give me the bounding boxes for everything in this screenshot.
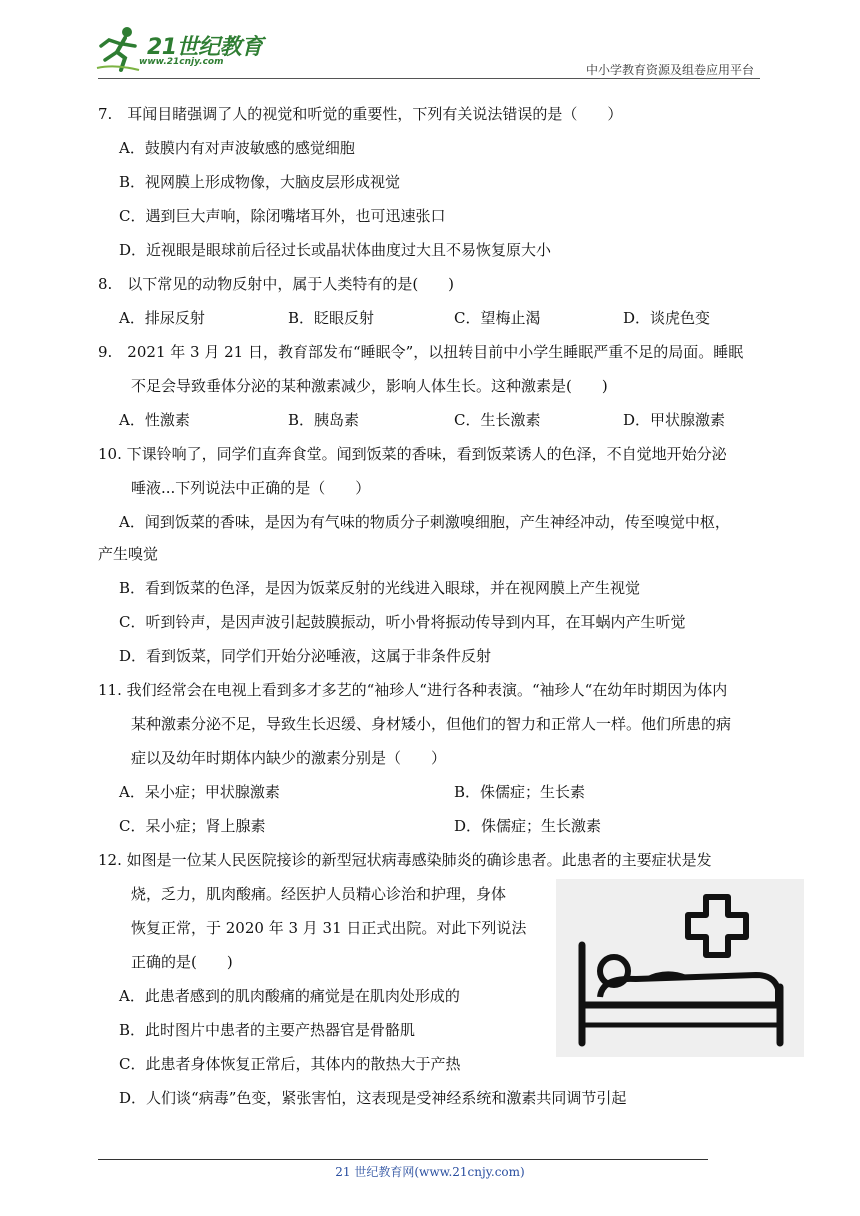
- question-10-option-a: A．闻到饭菜的香味，是因为有气味的物质分子刺激嗅细胞，产生神经冲动，传至嗅觉中枢，: [119, 513, 730, 531]
- question-10-option-c: C．听到铃声，是因声波引起鼓膜振动，听小骨将振动传导到内耳，在耳蜗内产生听觉: [119, 613, 686, 631]
- question-10-option-d: D．看到饭菜，同学们开始分泌唾液，这属于非条件反射: [119, 647, 492, 665]
- question-7-option-c: C．遇到巨大声响，除闭嘴堵耳外，也可迅速张口: [119, 207, 446, 225]
- logo-url: www.21cnjy.com: [139, 57, 224, 67]
- question-11-stem-line-3: 症以及幼年时期体内缺少的激素分别是（ ）: [131, 749, 447, 767]
- question-11-option-b: B．侏儒症；生长素: [454, 783, 586, 801]
- question-7-option-b: B．视网膜上形成物像，大脑皮层形成视觉: [119, 173, 401, 191]
- site-logo[interactable]: [95, 24, 265, 76]
- question-8-option-b: B．眨眼反射: [288, 309, 375, 327]
- patient-in-bed-figure: [556, 879, 804, 1057]
- question-9-stem-line-1: 9. 2021 年 3 月 21 日，教育部发布“睡眠令”，以扭转目前中小学生睡眠严重不足的局面。睡眠: [98, 343, 744, 361]
- question-8-option-c: C．望梅止渴: [454, 309, 541, 327]
- question-12-stem-line-3: 恢复正常，于 2020 年 3 月 31 日正式出院。对此下列说法: [131, 919, 527, 937]
- question-11-option-c: C．呆小症；肾上腺素: [119, 817, 266, 835]
- question-12-option-d: D．人们谈“病毒”色变，紧张害怕，这表现是受神经系统和激素共同调节引起: [119, 1089, 627, 1107]
- question-10-option-b: B．看到饭菜的色泽，是因为饭菜反射的光线进入眼球，并在视网膜上产生视觉: [119, 579, 641, 597]
- footer-site-link[interactable]: 21 世纪教育网(www.21cnjy.com): [335, 1165, 525, 1179]
- question-11-option-d: D．侏儒症；生长激素: [454, 817, 602, 835]
- question-10-stem-line-2: 唾液...下列说法中正确的是（ ）: [131, 479, 371, 497]
- question-12-stem-line-4: 正确的是( ): [131, 953, 233, 971]
- question-9-option-c: C．生长激素: [454, 411, 541, 429]
- logo-text: 21世纪教育: [147, 35, 263, 60]
- question-9-stem-line-2: 不足会导致垂体分泌的某种激素减少，影响人体生长。这种激素是( ): [131, 377, 608, 395]
- hospital-bed-icon: [556, 879, 804, 1057]
- question-7-option-d: D．近视眼是眼球前后径过长或晶状体曲度过大且不易恢复原大小: [119, 241, 552, 259]
- question-7-stem: 7. 耳闻目睹强调了人的视觉和听觉的重要性，下列有关说法错误的是（ ）: [98, 105, 623, 123]
- question-12-stem-line-1: 12. 如图是一位某人民医院接诊的新型冠状病毒感染肺炎的确诊患者。此患者的主要症状是发: [98, 851, 712, 869]
- question-8-option-a: A．排尿反射: [119, 309, 205, 327]
- question-12-stem-line-2: 烧，乏力，肌肉酸痛。经医护人员精心诊治和护理，身体: [131, 885, 507, 903]
- question-9-option-b: B．胰岛素: [288, 411, 360, 429]
- question-10-stem-line-1: 10. 下课铃响了，同学们直奔食堂。闻到饭菜的香味，看到饭菜诱人的色泽，不自觉地开始分泌: [98, 445, 727, 463]
- question-12-option-c: C．此患者身体恢复正常后，其体内的散热大于产热: [119, 1055, 461, 1073]
- page-header: [0, 0, 860, 86]
- header-divider: [98, 78, 760, 79]
- question-12-option-b: B．此时图片中患者的主要产热器官是骨骼肌: [119, 1021, 416, 1039]
- question-10-option-a-continued: 产生嗅觉: [98, 545, 159, 563]
- footer-divider: [98, 1159, 708, 1160]
- header-platform-name: 中小学教育资源及组卷应用平台: [585, 63, 754, 77]
- question-11-stem-line-2: 某种激素分泌不足，导致生长迟缓、身材矮小，但他们的智力和正常人一样。他们所患的病: [131, 715, 732, 733]
- question-11-stem-line-1: 11. 我们经常会在电视上看到多才多艺的“袖珍人“进行各种表演。“袖珍人“在幼年时期因为体内: [98, 681, 728, 699]
- question-8-option-d: D．谈虎色变: [623, 309, 711, 327]
- question-9-option-d: D．甲状腺激素: [623, 411, 726, 429]
- question-7-option-a: A．鼓膜内有对声波敏感的感觉细胞: [119, 139, 355, 157]
- question-12-option-a: A．此患者感到的肌肉酸痛的痛觉是在肌肉处形成的: [119, 987, 460, 1005]
- question-8-stem: 8. 以下常见的动物反射中，属于人类特有的是( ): [98, 275, 455, 293]
- question-11-option-a: A．呆小症；甲状腺激素: [119, 783, 280, 801]
- runner-logo-icon: [95, 24, 145, 74]
- question-9-option-a: A．性激素: [119, 411, 190, 429]
